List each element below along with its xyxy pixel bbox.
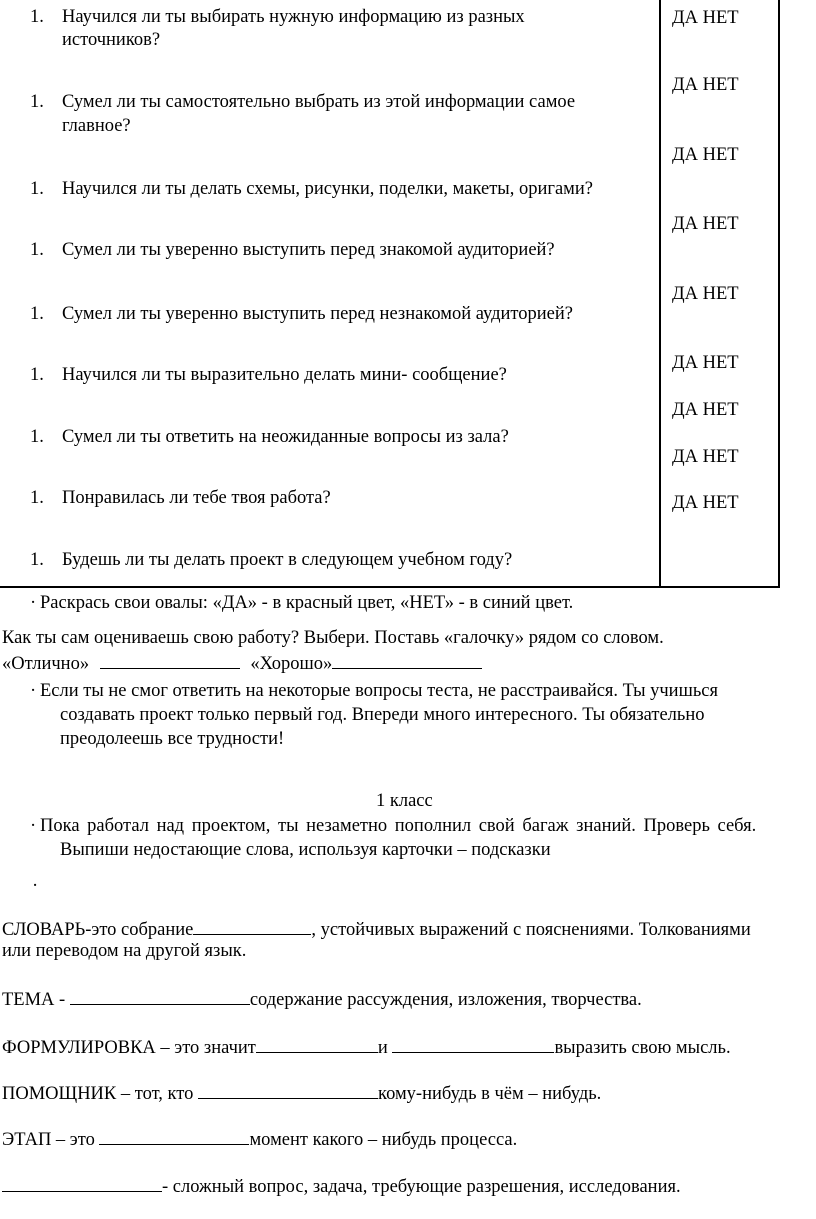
fill-blank[interactable] xyxy=(70,986,250,1005)
encouragement-text: Если ты не смог ответить на некоторые вопросы теста, не расстраивайся. Ты учишься xyxy=(40,681,718,701)
question-number: 1. xyxy=(30,488,44,508)
question-text: Сумел ли ты уверенно выступить перед незнакомой аудиторией? xyxy=(62,304,573,324)
question-number: 1. xyxy=(30,7,44,27)
question-text: Научился ли ты выразительно делать мини- сообщение? xyxy=(62,365,507,385)
definition-text: , устойчивых выражений с пояснениями. Толкованиями xyxy=(311,920,751,940)
answer-option: ДА НЕТ xyxy=(672,284,739,304)
definition-text: - сложный вопрос, задача, требующие разрешения, исследования. xyxy=(162,1177,681,1197)
option-excellent: «Отлично» xyxy=(2,654,90,674)
task-text: Выпиши недостающие слова, используя карточки – подсказки xyxy=(60,840,551,860)
definition-formulirovka xyxy=(2,1034,731,1060)
definition-text: содержание рассуждения, изложения, творчества. xyxy=(249,990,642,1010)
bullet: · xyxy=(30,593,37,613)
answer-option: ДА НЕТ xyxy=(672,493,739,513)
definition-text: кому-нибудь в чём – нибудь. xyxy=(378,1084,602,1104)
self-eval-options xyxy=(2,650,482,676)
answer-option: ДА НЕТ xyxy=(672,447,739,467)
answer-option: ДА НЕТ xyxy=(672,214,739,234)
question-text: источников? xyxy=(62,30,161,50)
fill-blank[interactable] xyxy=(392,1034,554,1053)
color-instruction: Раскрась свои овалы: «ДА» - в красный цвет, «НЕТ» - в синий цвет. xyxy=(40,593,574,613)
definition-problem xyxy=(2,1173,681,1199)
self-eval-question: Как ты сам оцениваешь свою работу? Выбери. Поставь «галочку» рядом со словом. xyxy=(2,628,664,648)
question-number: 1. xyxy=(30,92,44,112)
definition-text: ТЕМА - xyxy=(2,990,70,1010)
definition-text: СЛОВАРЬ-это собрание xyxy=(2,920,194,940)
fill-blank[interactable] xyxy=(198,1080,378,1099)
fill-blank[interactable] xyxy=(193,916,311,935)
question-text: Сумел ли ты уверенно выступить перед знакомой аудиторией? xyxy=(62,240,555,260)
grade-heading: 1 класс xyxy=(376,791,433,811)
answer-option: ДА НЕТ xyxy=(672,75,739,95)
question-text: Будешь ли ты делать проект в следующем учебном году? xyxy=(62,550,513,570)
question-number: 1. xyxy=(30,365,44,385)
encouragement-text: создавать проект только первый год. Впереди много интересного. Ты обязательно xyxy=(60,705,705,725)
definition-text: момент какого – нибудь процесса. xyxy=(249,1130,518,1150)
definition-text: ЭТАП – это xyxy=(2,1130,100,1150)
answer-option: ДА НЕТ xyxy=(672,400,739,420)
excellent-blank[interactable] xyxy=(100,650,240,669)
question-number: 1. xyxy=(30,240,44,260)
question-text: Научился ли ты выбирать нужную информацию из разных xyxy=(62,7,525,27)
encouragement-text: преодолеешь все трудности! xyxy=(60,729,285,749)
table-bottom-border xyxy=(0,586,780,588)
answer-option: ДА НЕТ xyxy=(672,353,739,373)
task-text: Пока работал над проектом, ты незаметно пополнил свой багаж знаний. Проверь себя. xyxy=(40,816,757,836)
definition-text: ФОРМУЛИРОВКА – это значит xyxy=(2,1038,256,1058)
bullet: · xyxy=(30,681,37,701)
answer-option: ДА НЕТ xyxy=(672,145,739,165)
definition-text: и xyxy=(377,1038,393,1058)
question-text: Сумел ли ты самостоятельно выбрать из этой информации самое xyxy=(62,92,576,112)
bullet: · xyxy=(32,876,39,896)
table-right-border xyxy=(778,0,780,588)
definition-text: ПОМОЩНИК – тот, кто xyxy=(2,1084,199,1104)
question-number: 1. xyxy=(30,550,44,570)
table-divider xyxy=(659,0,661,588)
definition-etap xyxy=(2,1126,517,1152)
fill-blank[interactable] xyxy=(99,1126,249,1145)
fill-blank[interactable] xyxy=(2,1173,162,1192)
question-text: Научился ли ты делать схемы, рисунки, поделки, макеты, оригами? xyxy=(62,179,593,199)
question-text: Понравилась ли тебе твоя работа? xyxy=(62,488,331,508)
question-text: Сумел ли ты ответить на неожиданные вопросы из зала? xyxy=(62,427,509,447)
definition-tema xyxy=(2,986,642,1012)
option-good: «Хорошо» xyxy=(250,654,333,674)
question-text: главное? xyxy=(62,116,131,136)
good-blank[interactable] xyxy=(332,650,482,669)
definition-pomoshnik xyxy=(2,1080,601,1106)
bullet: · xyxy=(30,816,37,836)
question-number: 1. xyxy=(30,304,44,324)
answer-option: ДА НЕТ xyxy=(672,8,739,28)
fill-blank[interactable] xyxy=(256,1034,378,1053)
definition-text: или переводом на другой язык. xyxy=(2,941,247,961)
question-number: 1. xyxy=(30,427,44,447)
definition-text: выразить свою мысль. xyxy=(554,1038,731,1058)
question-number: 1. xyxy=(30,179,44,199)
